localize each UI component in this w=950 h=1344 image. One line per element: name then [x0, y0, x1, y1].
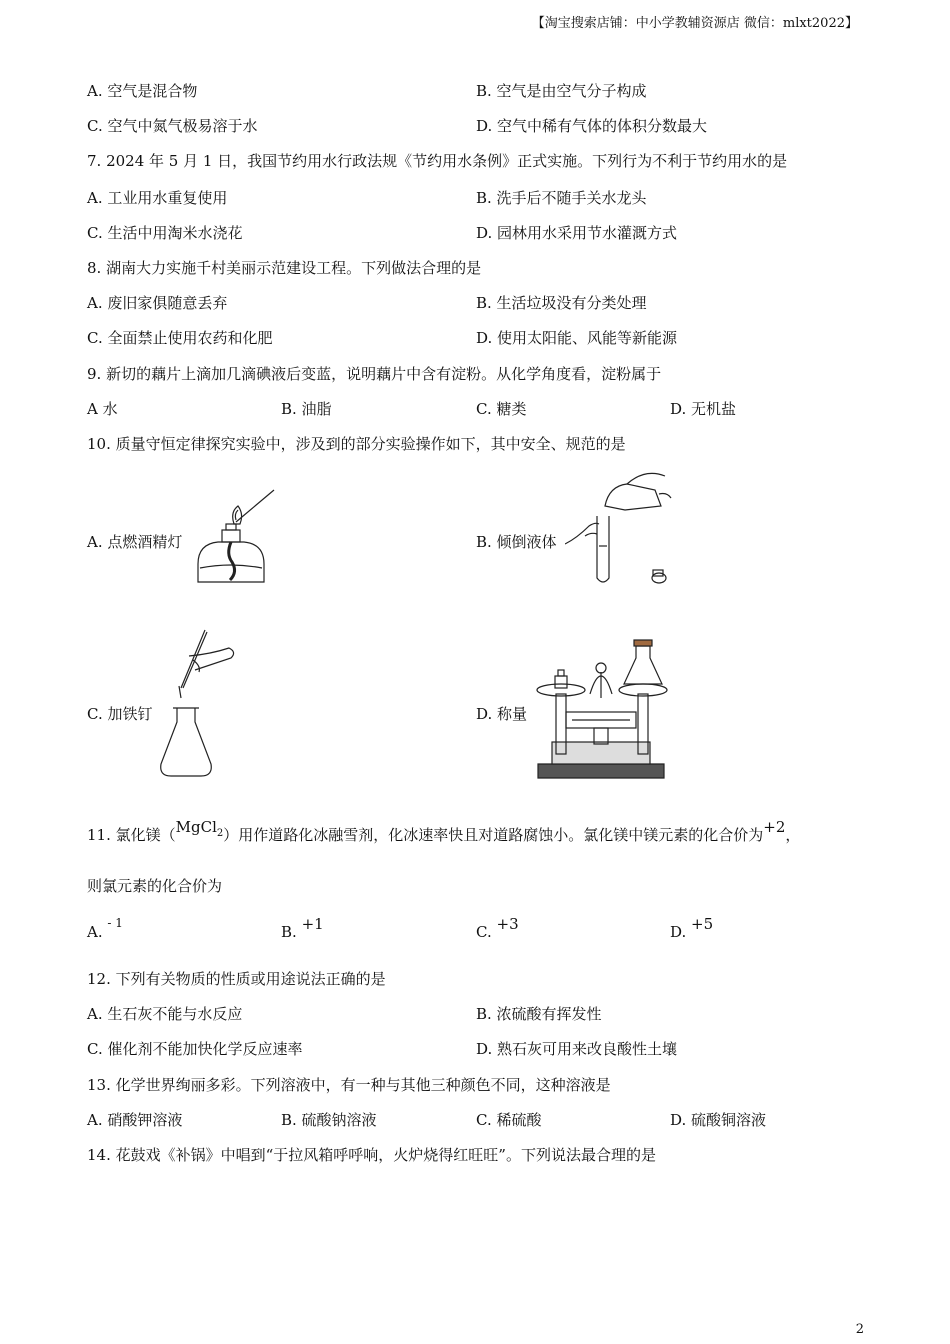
q11-option-a-value: - 1	[107, 916, 123, 930]
q13-option-d: D. 硫酸铜溶液	[670, 1111, 767, 1129]
q7-option-a: A. 工业用水重复使用	[87, 189, 228, 207]
q11-option-d-label: D.	[670, 923, 687, 941]
q8-option-a: A. 废旧家俱随意丢弃	[87, 294, 228, 312]
q11-formula	[175, 818, 224, 839]
q10-option-c: C. 加铁钉	[87, 705, 153, 723]
q7-stem: 7. 2024 年 5 月 1 日，我国节约用水行政法规《节约用水条例》正式实施。下列行为不利于节约用水的是	[87, 152, 788, 170]
q9-option-c: C. 糖类	[476, 400, 527, 418]
q14-stem: 14. 花鼓戏《补锅》中唱到“于拉风箱呼呼响，火炉烧得红旺旺”。下列说法最合理的是	[87, 1146, 656, 1164]
q12-option-a: A. 生石灰不能与水反应	[87, 1005, 243, 1023]
q9-option-a: A 水	[87, 400, 118, 418]
q11-option-d	[670, 915, 714, 943]
q6-option-b: B. 空气是由空气分子构成	[476, 82, 647, 100]
q11-option-a-label: A.	[87, 923, 103, 941]
q12-stem: 12. 下列有关物质的性质或用途说法正确的是	[87, 970, 386, 988]
q7-option-b: B. 洗手后不随手关水龙头	[476, 189, 647, 207]
q11-formula-main: MgCl	[175, 818, 217, 836]
q11-stem-line2: 则氯元素的化合价为	[87, 877, 223, 895]
q11-option-a	[87, 916, 123, 943]
q11-stem-middle: ）用作道路化冰融雪剂，化冰速率快且对道路腐蚀小。氯化镁中镁元素的化合价为	[223, 826, 764, 844]
q6-option-a: A. 空气是混合物	[87, 82, 198, 100]
q11-stem-line1	[87, 818, 801, 846]
q9-stem: 9. 新切的藕片上滴加几滴碘液后变蓝，说明藕片中含有淀粉。从化学角度看，淀粉属于	[87, 365, 662, 383]
q11-option-d-value: +5	[691, 915, 714, 933]
q12-option-d: D. 熟石灰可用来改良酸性土壤	[476, 1040, 678, 1058]
q9-option-d: D. 无机盐	[670, 400, 737, 418]
q10-option-a: A. 点燃酒精灯	[87, 533, 183, 551]
q6-option-d: D. 空气中稀有气体的体积分数最大	[476, 117, 708, 135]
q11-stem-end: ，	[785, 826, 801, 844]
q11-option-c-label: C.	[476, 923, 492, 941]
q13-option-b: B. 硫酸钠溶液	[281, 1111, 377, 1129]
q12-option-c: C. 催化剂不能加快化学反应速率	[87, 1040, 303, 1058]
q8-option-b: B. 生活垃圾没有分类处理	[476, 294, 647, 312]
q8-option-d: D. 使用太阳能、风能等新能源	[476, 329, 678, 347]
q9-option-b: B. 油脂	[281, 400, 332, 418]
q10-option-b: B. 倾倒液体	[476, 533, 557, 551]
q6-option-c: C. 空气中氮气极易溶于水	[87, 117, 258, 135]
pouring-liquid-figure	[565, 466, 680, 594]
q11-stem-prefix: 11. 氯化镁（	[87, 826, 176, 844]
q13-option-a: A. 硝酸钾溶液	[87, 1111, 183, 1129]
q11-formula-subscript: 2	[216, 828, 224, 839]
q7-option-d: D. 园林用水采用节水灌溉方式	[476, 224, 678, 242]
page-header: 【淘宝搜索店铺：中小学教辅资源店 微信：mlxt2022】	[531, 16, 858, 31]
q11-option-c-value: +3	[496, 915, 519, 933]
page-number: 2	[855, 1322, 864, 1337]
adding-nail-figure	[155, 626, 245, 782]
q7-option-c: C. 生活中用淘米水浇花	[87, 224, 243, 242]
q11-option-c	[476, 915, 519, 943]
q11-option-b	[281, 915, 324, 943]
q10-stem: 10. 质量守恒定律探究实验中，涉及到的部分实验操作如下，其中安全、规范的是	[87, 435, 626, 453]
q11-option-b-value: +1	[301, 915, 324, 933]
q8-stem: 8. 湖南大力实施千村美丽示范建设工程。下列做法合理的是	[87, 259, 482, 277]
q11-option-b-label: B.	[281, 923, 297, 941]
q10-option-d: D. 称量	[476, 705, 528, 723]
q8-option-c: C. 全面禁止使用农药和化肥	[87, 329, 273, 347]
q13-option-c: C. 稀硫酸	[476, 1111, 542, 1129]
q13-stem: 13. 化学世界绚丽多彩。下列溶液中，有一种与其他三种颜色不同，这种溶液是	[87, 1076, 611, 1094]
balance-scale-figure	[530, 638, 672, 782]
q12-option-b: B. 浓硫酸有挥发性	[476, 1005, 602, 1023]
alcohol-lamp-figure	[186, 484, 286, 592]
q11-mg-valence: +2	[763, 818, 786, 836]
